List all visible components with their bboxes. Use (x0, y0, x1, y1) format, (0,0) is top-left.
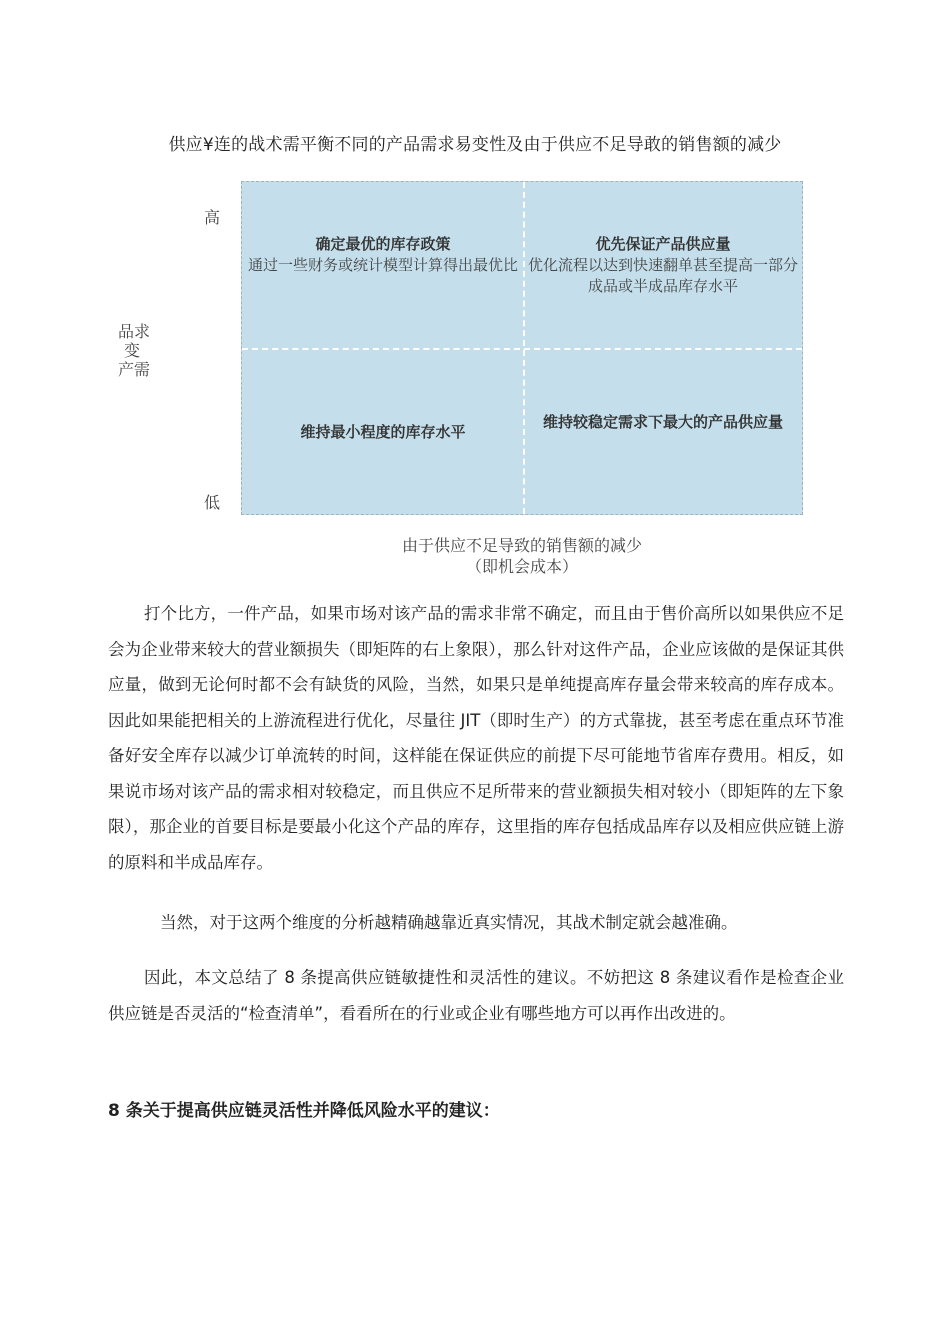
quadrant-title: 维持较稳定需求下最大的产品供应量 (542, 413, 783, 431)
quadrant-description: 通过一些财务或统计模型计算得出最优比 (248, 256, 519, 274)
x-axis-label (241, 535, 803, 577)
matrix-horizontal-divider (242, 348, 802, 350)
quadrant-description: 优化流程以达到快速翻单甚至提高一部分成品或半成品库存水平 (528, 256, 799, 295)
page-title: 供应¥连的战术需平衡不同的产品需求易变性及由于供应不足导敢的销售额的减少 (168, 135, 782, 155)
section-heading: 8 条关于提高供应链灵活性并降低风险水平的建议： (108, 1101, 500, 1121)
y-axis-label-line: 变 (124, 341, 141, 360)
x-axis-label-line: （即机会成本） (465, 557, 578, 576)
y-axis-label-line: 品求 (118, 322, 151, 341)
quadrant-top-left (248, 234, 518, 276)
quadrant-title: 维持最小程度的库存水平 (300, 423, 466, 441)
y-axis-low-label: 低 (204, 493, 221, 512)
x-axis-label-line: 由于供应不足导致的销售额的减少 (401, 536, 642, 555)
y-axis-high-label: 高 (204, 208, 221, 227)
quadrant-bottom-right (528, 412, 798, 433)
y-axis-label (118, 322, 158, 379)
body-paragraph: 打个比方，一件产品，如果市场对该产品的需求非常不确定，而且由于售价高所以如果供应不足会为企业带来较大的营业额损失（即矩阵的右上象限），那么针对这件产品，企业应该做的是保证其供应量，做到无论何时都不会有缺货的风险，当然，如果只是单纯提高库存量会带来较高的库存成本。因此如果能把相关的上游流程进行优化，尽量往 JIT（即时生产）的方式靠拢，甚至考虑在重点环节准备好安全库存以减少订单流转的时间，这样能在保证供应的前提下尽可能地节省库存费用。相反，如果说市场对该产品的需求相对较稳定，而且供应不足所带来的营业额损失相对较小（即矩阵的左下象限），那企业的首要目标是要最小化这个产品的库存，这里指的库存包括成品库存以及相应供应链上游的原料和半成品库存。 (108, 604, 844, 872)
strategy-matrix (241, 181, 803, 515)
quadrant-title: 优先保证产品供应量 (595, 235, 731, 253)
body-paragraph: 因此，本文总结了 8 条提高供应链敏捷性和灵活性的建议。不妨把这 8 条建议看作是检查企业供应链是否灵活的“检查清单”，看看所在的行业或企业有哪些地方可以再作出改进的。 (108, 968, 844, 1023)
quadrant-bottom-left (248, 422, 518, 443)
quadrant-title: 确定最优的库存政策 (315, 235, 451, 253)
body-paragraph: 当然，对于这两个维度的分析越精确越靠近真实情况，其战术制定就会越准确。 (160, 913, 738, 932)
quadrant-top-right (528, 234, 798, 297)
y-axis-label-line: 产需 (118, 360, 151, 379)
